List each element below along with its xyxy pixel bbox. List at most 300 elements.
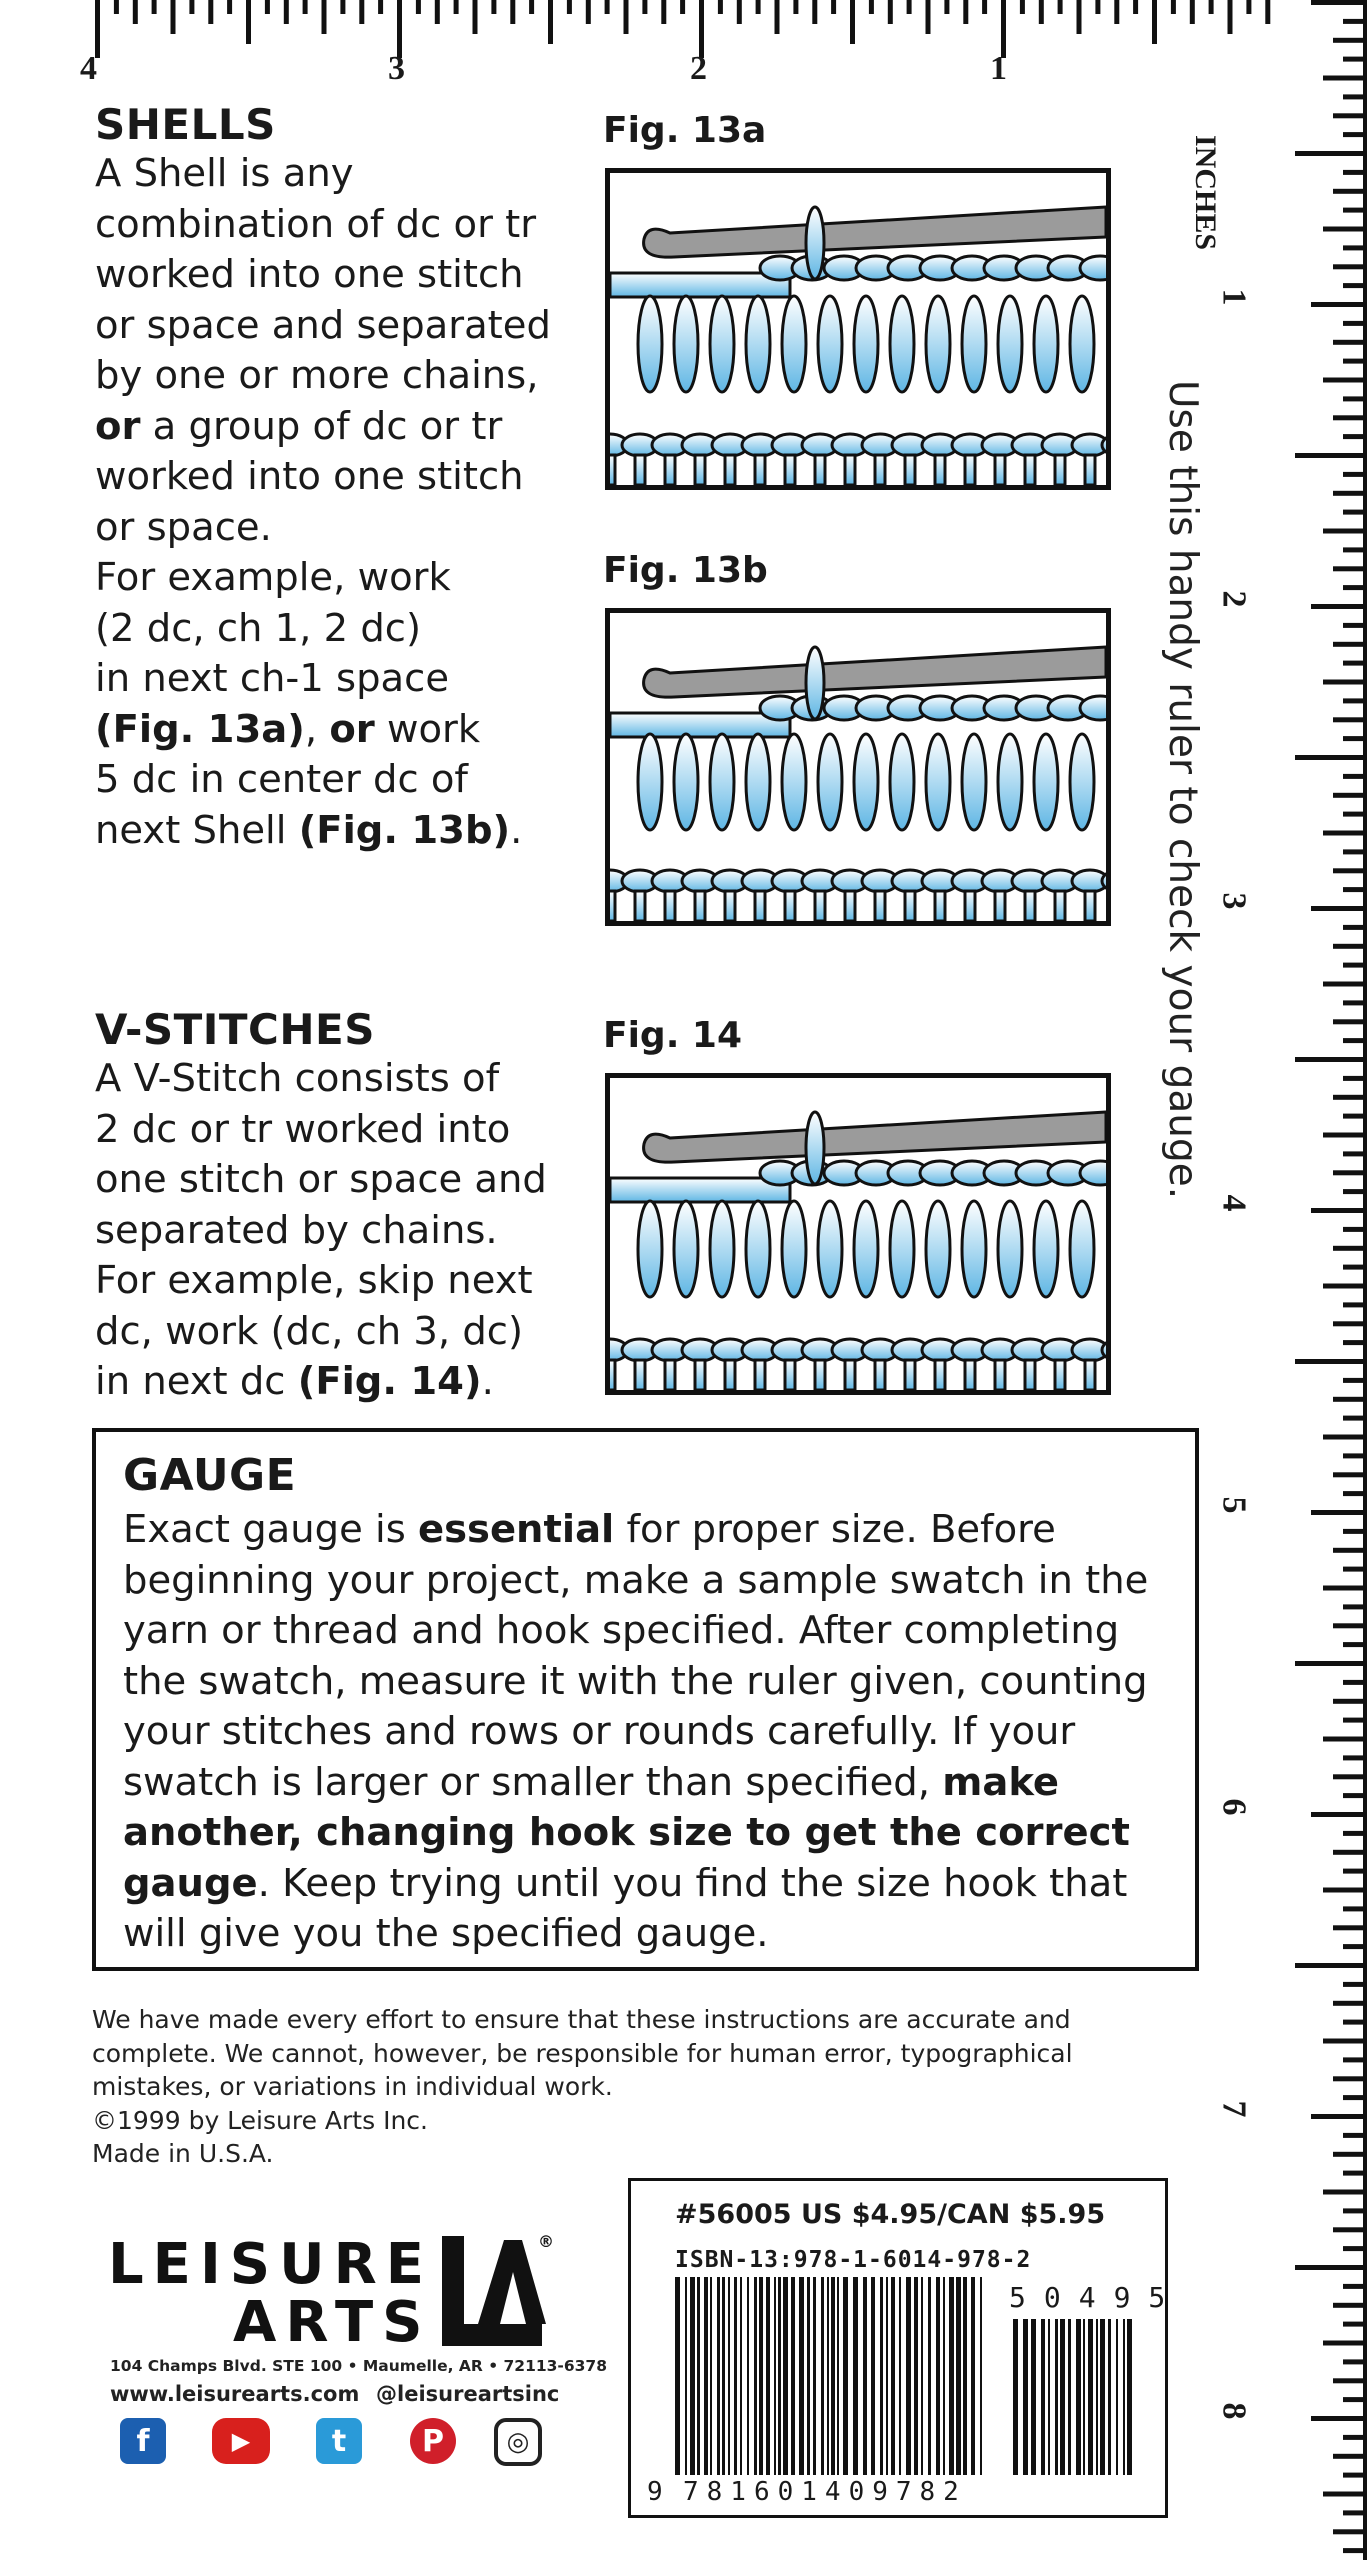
ruler-tick	[718, 0, 723, 14]
ruler-tick	[1323, 2039, 1367, 2044]
barcode-bar	[685, 2277, 687, 2475]
barcode-digit-prefix: 9	[647, 2477, 663, 2507]
ruler-tick	[1333, 2001, 1367, 2006]
vstitches-line: dc, work (dc, ch 3, dc)	[95, 1308, 523, 1354]
ruler-tick	[963, 0, 968, 24]
ruler-tick	[529, 0, 534, 14]
vstitches-line	[95, 1357, 605, 1408]
barcode-bar	[921, 2277, 923, 2475]
barcode-bar	[740, 2277, 742, 2475]
ruler-tick	[642, 0, 647, 14]
ruler-tick	[1190, 0, 1195, 24]
social-icons	[120, 2418, 550, 2478]
barcode-digits: 781601409782	[683, 2477, 967, 2507]
ruler-tick	[1323, 2341, 1367, 2346]
ruler-side-number-6: 6	[1215, 1798, 1253, 1816]
isbn-line: ISBN-13:978-1-6014-978-2	[675, 2247, 1032, 2273]
shells-text: .	[510, 807, 523, 853]
ruler-tick	[1114, 0, 1119, 24]
registered-mark: ®	[538, 2232, 554, 2251]
ruler-tick	[1133, 0, 1138, 14]
logo-address: 104 Champs Blvd. STE 100 • Maumelle, AR • 72113-6378	[110, 2357, 608, 2375]
gauge-emphasis: make	[942, 1759, 1059, 1805]
barcode-bar	[1096, 2319, 1098, 2475]
gauge-line: will give you the specified gauge.	[123, 1911, 769, 1956]
ruler-tick	[1095, 0, 1100, 14]
barcode-bar	[1060, 2319, 1065, 2475]
barcode-bar	[1116, 2319, 1118, 2475]
vstitches-text: .	[481, 1359, 494, 1404]
ruler-tick	[1323, 1737, 1367, 1742]
ruler-tick	[1333, 1548, 1367, 1553]
shells-line	[95, 806, 595, 857]
shells-line: worked into one stitch	[95, 252, 524, 297]
ruler-tick	[1333, 1699, 1367, 1704]
barcode-bar	[774, 2277, 776, 2475]
ruler-tick	[246, 0, 251, 44]
ruler-tick	[171, 0, 176, 34]
vstitches-text: in next dc	[95, 1359, 298, 1404]
ruler-tick	[359, 0, 364, 24]
shells-line: in next ch-1 space	[95, 656, 450, 701]
barcode-bar	[747, 2277, 749, 2475]
barcode-bar	[766, 2277, 770, 2475]
ruler-tick	[1323, 1586, 1367, 1591]
ruler-tick	[586, 0, 591, 24]
ruler-tick	[812, 0, 817, 24]
ruler-tick	[1295, 1359, 1367, 1364]
ruler-tick	[1333, 340, 1367, 345]
ruler-tick	[1295, 453, 1367, 458]
ruler-side-number-1: 1	[1215, 288, 1253, 306]
fig-14-illustration	[605, 1073, 1111, 1395]
shells-text: ,	[304, 706, 330, 752]
gauge-text: for proper size. Before	[614, 1507, 1056, 1552]
gauge-line: the swatch, measure it with the ruler given, counting	[123, 1658, 1148, 1704]
ruler-tick	[793, 0, 798, 14]
ruler-tick	[850, 0, 855, 44]
ruler-tick	[1323, 1284, 1367, 1289]
fig-13b-label: Fig. 13b	[603, 550, 768, 591]
gauge-line: your stitches and rows or rounds carefully. If your	[123, 1709, 1076, 1754]
crochet-shell-illustration	[610, 173, 1106, 485]
gauge-text: . Keep trying until you find the size hook that	[257, 1860, 1128, 1906]
barcode-bar	[1041, 2319, 1045, 2475]
barcode-bar	[728, 2277, 730, 2475]
leisure-arts-logo	[108, 2232, 578, 2355]
shells-line	[95, 705, 595, 756]
gauge-line: beginning your project, make a sample swatch in the	[123, 1557, 1149, 1603]
top-ruler	[0, 0, 1367, 80]
ruler-tick	[416, 0, 421, 14]
twitter-icon[interactable]: t	[316, 2418, 362, 2464]
barcode-bar	[843, 2277, 848, 2475]
barcode-bar	[956, 2277, 961, 2475]
shells-text: work	[374, 706, 481, 752]
addon-digits: 50495	[1009, 2281, 1184, 2314]
barcode-bar	[1013, 2319, 1018, 2475]
ruler-tick	[1311, 604, 1367, 609]
ruler-tick	[1311, 1510, 1367, 1515]
ruler-top-number-2: 2	[690, 50, 707, 87]
isbn-barcode	[673, 2277, 991, 2475]
ruler-tick	[944, 0, 949, 14]
made-in: Made in U.S.A.	[92, 2139, 274, 2168]
ruler-tick	[1333, 264, 1367, 269]
disclaimer-line: We have made every effort to ensure that these instructions are accurate and	[92, 2005, 1071, 2034]
logo-handle[interactable]: @leisureartsinc	[376, 2382, 560, 2406]
gauge-text: swatch is larger or smaller than specified,	[123, 1759, 943, 1805]
emphasis-or: or	[329, 706, 375, 752]
ruler-top-number-1: 1	[990, 50, 1007, 87]
barcode-bar	[914, 2277, 918, 2475]
barcode-bar	[1088, 2319, 1093, 2475]
barcode-bar	[807, 2277, 810, 2475]
barcode-bar	[1031, 2319, 1036, 2475]
barcode-bar	[791, 2277, 795, 2475]
ruler-side-number-3: 3	[1215, 892, 1253, 910]
barcode-bar	[928, 2277, 931, 2475]
barcode-bar	[971, 2277, 975, 2475]
barcode-bar	[722, 2277, 725, 2475]
ruler-side-number-2: 2	[1215, 590, 1253, 608]
fig-13a-illustration	[605, 168, 1111, 490]
ruler-tick	[1077, 0, 1082, 34]
ruler-tick	[1323, 2190, 1367, 2195]
ruler-tick	[1323, 831, 1367, 836]
ruler-tick	[567, 0, 572, 14]
ruler-tick	[1333, 1095, 1367, 1100]
shells-section	[95, 100, 595, 856]
ruler-tick	[1152, 0, 1157, 44]
shells-text: a group of dc or tr	[140, 403, 503, 449]
barcode-bar	[1023, 2319, 1028, 2475]
ruler-tick	[1333, 113, 1367, 118]
barcode-bar	[837, 2277, 839, 2475]
ruler-tick	[114, 0, 119, 14]
ruler-top-number-3: 3	[388, 50, 405, 87]
ruler-tick	[1323, 2492, 1367, 2497]
ruler-tick	[473, 0, 478, 34]
ruler-edge	[1363, 0, 1367, 2560]
barcode-bar	[863, 2277, 867, 2475]
barcode-bar	[1108, 2319, 1111, 2475]
gauge-box	[92, 1428, 1199, 1971]
gauge-emphasis: essential	[418, 1507, 615, 1552]
ruler-tick	[1311, 2416, 1367, 2421]
ruler-tick	[1323, 1435, 1367, 1440]
ruler-tick	[1323, 378, 1367, 383]
ruler-tick	[1333, 1170, 1367, 1175]
fig-13a-label: Fig. 13a	[603, 110, 767, 151]
ruler-tick	[1333, 1623, 1367, 1628]
vstitches-line: 2 dc or tr worked into	[95, 1106, 511, 1152]
ruler-tick	[265, 0, 270, 14]
crochet-v-stitch-illustration	[610, 1078, 1106, 1390]
barcode-bar	[734, 2277, 737, 2475]
barcode-bar	[880, 2277, 883, 2475]
ruler-tick	[982, 0, 987, 14]
fig-13b-illustration	[605, 608, 1111, 926]
vstitches-title: V-STITCHES	[95, 1005, 375, 1054]
ruler-tick	[1333, 642, 1367, 647]
shells-line: or space.	[95, 504, 272, 550]
gauge-emphasis: gauge	[123, 1860, 258, 1906]
ruler-tick	[1333, 1925, 1367, 1930]
ruler-tick	[1311, 906, 1367, 911]
ruler-tick	[189, 0, 194, 14]
ruler-tick	[1333, 2076, 1367, 2081]
barcode-bar	[1076, 2319, 1081, 2475]
facebook-icon[interactable]: f	[120, 2418, 166, 2464]
ruler-tick	[1333, 868, 1367, 873]
ruler-tick	[1209, 0, 1214, 14]
emphasis-or: or	[95, 403, 141, 449]
shells-title: SHELLS	[95, 100, 276, 149]
vstitches-body	[95, 1054, 605, 1408]
disclaimer-line: complete. We cannot, however, be responsible for human error, typographical	[92, 2038, 1073, 2068]
ruler-tick	[1323, 76, 1367, 81]
ruler-tick	[831, 0, 836, 14]
youtube-icon[interactable]: ▶	[212, 2418, 270, 2464]
ruler-tick	[1295, 1661, 1367, 1666]
ruler-tick	[284, 0, 289, 24]
ruler-side-number-7: 7	[1215, 2100, 1253, 2118]
barcode-bar	[710, 2277, 712, 2475]
vstitches-line: A V-Stitch consists of	[95, 1056, 500, 1101]
shells-text: next Shell	[95, 807, 299, 853]
logo-website[interactable]: www.leisurearts.com	[110, 2382, 360, 2406]
ruler-tick	[1295, 1057, 1367, 1062]
ruler-tick	[775, 0, 780, 34]
ruler-tick	[1323, 982, 1367, 987]
ruler-tick	[378, 0, 383, 14]
ruler-tick	[1333, 1019, 1367, 1024]
ruler-tick	[1323, 680, 1367, 685]
barcode-bar	[936, 2277, 940, 2475]
gauge-emphasis: another, changing hook size to get the correct	[123, 1810, 1130, 1855]
ruler-tick	[454, 0, 459, 14]
logo-word-arts: ARTS	[233, 2290, 432, 2355]
vstitches-line: separated by chains.	[95, 1207, 498, 1253]
ruler-side-number-5: 5	[1215, 1496, 1253, 1514]
ruler-tick	[1333, 1472, 1367, 1477]
barcode-bar	[778, 2277, 781, 2475]
ruler-tick	[1333, 1850, 1367, 1855]
barcode-bar	[980, 2277, 982, 2475]
ruler-tick	[227, 0, 232, 14]
gauge-line	[123, 1505, 1183, 1556]
shells-line: (2 dc, ch 1, 2 dc)	[95, 605, 421, 651]
copyright: ©1999 by Leisure Arts Inc.	[92, 2105, 428, 2135]
ruler-tick	[624, 0, 629, 34]
ruler-tick	[1246, 0, 1251, 14]
barcode-bar	[906, 2277, 911, 2475]
price-addon-barcode	[1011, 2319, 1141, 2475]
barcode-bar	[697, 2277, 700, 2475]
ruler-tick	[1323, 1133, 1367, 1138]
ruler-tick	[1333, 415, 1367, 420]
ruler-tick	[491, 0, 496, 14]
ruler-tick	[1295, 2265, 1367, 2270]
ruler-tick	[303, 0, 308, 14]
ruler-tick	[907, 0, 912, 14]
ruler-side-number-4: 4	[1215, 1194, 1253, 1212]
fig-13a-reference: (Fig. 13a)	[95, 706, 305, 752]
barcode-bar	[891, 2277, 895, 2475]
gauge-title: GAUGE	[123, 1450, 297, 1501]
gauge-content	[123, 1450, 1183, 1960]
gauge-text: Exact gauge is	[123, 1507, 418, 1552]
fig-14-label: Fig. 14	[603, 1015, 743, 1056]
barcode-bar	[754, 2277, 757, 2475]
ruler-tick	[1333, 491, 1367, 496]
ruler-tick	[1333, 2529, 1367, 2534]
disclaimer-line: mistakes, or variations in individual work.	[92, 2072, 613, 2101]
barcode-bar	[949, 2277, 954, 2475]
ruler-tick	[1333, 566, 1367, 571]
barcode-bar	[690, 2277, 695, 2475]
ruler-tick	[1311, 2114, 1367, 2119]
barcode-bar	[759, 2277, 763, 2475]
ruler-tick	[1333, 2378, 1367, 2383]
ruler-tick	[1020, 0, 1025, 14]
barcode-bar	[799, 2277, 804, 2475]
ruler-tick	[1333, 2454, 1367, 2459]
ruler-tick	[1333, 2152, 1367, 2157]
barcode-bar	[1048, 2319, 1050, 2475]
ruler-top-number-4: 4	[80, 50, 97, 87]
ruler-tick	[322, 0, 327, 34]
ruler-tick	[661, 0, 666, 24]
barcode-box	[628, 2178, 1184, 2518]
ruler-tick	[133, 0, 138, 24]
shells-line: by one or more chains,	[95, 353, 539, 398]
barcode-bar	[717, 2277, 720, 2475]
ruler-tick	[756, 0, 761, 14]
ruler-tick	[605, 0, 610, 14]
barcode-bar	[675, 2277, 680, 2475]
pinterest-icon[interactable]: P	[410, 2418, 456, 2464]
ruler-tick	[340, 0, 345, 14]
ruler-tick	[510, 0, 515, 24]
barcode-bar	[1127, 2319, 1132, 2475]
barcode-bar	[853, 2277, 858, 2475]
ruler-tick	[1333, 1321, 1367, 1326]
vstitches-line: For example, skip next	[95, 1258, 533, 1303]
ruler-tick	[548, 0, 553, 44]
ruler-tick	[1323, 227, 1367, 232]
gauge-body	[123, 1505, 1183, 1960]
barcode-bar	[827, 2277, 829, 2475]
vstitches-line: one stitch or space and	[95, 1157, 547, 1202]
ruler-tick	[1311, 1208, 1367, 1213]
ruler-tick	[1295, 755, 1367, 760]
barcode-bar	[899, 2277, 901, 2475]
ruler-tick	[1333, 189, 1367, 194]
barcode-bar	[704, 2277, 708, 2475]
shells-line: worked into one stitch	[95, 454, 524, 499]
shells-line: or space and separated	[95, 302, 551, 348]
vstitches-section	[95, 1005, 605, 1408]
barcode-bar	[1083, 2319, 1085, 2475]
barcode-bar	[821, 2277, 824, 2475]
barcode-bar	[943, 2277, 945, 2475]
ruler-tick	[1333, 1397, 1367, 1402]
barcode-bar	[1123, 2319, 1125, 2475]
gauge-line	[123, 1808, 1183, 1859]
shells-body	[95, 149, 595, 856]
barcode-bar	[886, 2277, 888, 2475]
ruler-tick	[1171, 0, 1176, 14]
shells-line: A Shell is any	[95, 151, 354, 196]
gauge-line: yarn or thread and hook specified. After completing	[123, 1608, 1120, 1653]
ruler-tick	[208, 0, 213, 24]
crochet-shell-illustration	[610, 613, 1106, 921]
logo-word-leisure: LEISURE	[108, 2232, 433, 2297]
ruler-tick	[888, 0, 893, 24]
side-ruler	[1270, 0, 1367, 2560]
barcode-bar	[813, 2277, 816, 2475]
ruler-tick	[1333, 717, 1367, 722]
ruler-tick	[1311, 1812, 1367, 1817]
ruler-tick	[1333, 944, 1367, 949]
shells-line: 5 dc in center dc of	[95, 757, 468, 802]
disclaimer	[92, 2003, 1202, 2171]
price-line: #56005 US $4.95/CAN $5.95	[675, 2199, 1106, 2230]
barcode-bar	[1100, 2319, 1105, 2475]
ruler-tick	[1333, 38, 1367, 43]
shells-line	[95, 402, 595, 453]
ruler-tick	[1333, 793, 1367, 798]
ruler-tick	[1333, 1774, 1367, 1779]
ruler-tick	[1333, 1246, 1367, 1251]
la-mark-icon	[438, 2232, 554, 2350]
ruler-tick	[1311, 302, 1367, 307]
ruler-tick	[1228, 0, 1233, 34]
barcode-bar	[1068, 2319, 1071, 2475]
ruler-tick	[435, 0, 440, 24]
ruler-tick	[680, 0, 685, 14]
barcode-bar	[831, 2277, 835, 2475]
ruler-tick	[1295, 151, 1367, 156]
fig-13b-reference: (Fig. 13b)	[298, 807, 511, 853]
ruler-tick	[1333, 2227, 1367, 2232]
ruler-tick	[1323, 1888, 1367, 1893]
barcode-bar	[783, 2277, 788, 2475]
ruler-tick	[1058, 0, 1063, 14]
ruler-tick	[1039, 0, 1044, 24]
ruler-side-number-8: 8	[1215, 2402, 1253, 2420]
ruler-instruction: Use this handy ruler to check your gauge.	[1160, 380, 1205, 1200]
barcode-bar	[963, 2277, 967, 2475]
ruler-tick	[869, 0, 874, 14]
barcode-bar	[1055, 2319, 1058, 2475]
ruler-tick	[1295, 1963, 1367, 1968]
ruler-tick	[1311, 0, 1367, 5]
ruler-tick	[1333, 2303, 1367, 2308]
gauge-line	[123, 1859, 1183, 1910]
gauge-line	[123, 1758, 1183, 1809]
ruler-tick	[737, 0, 742, 24]
shells-line: combination of dc or tr	[95, 201, 537, 247]
fig-14-reference: (Fig. 14)	[297, 1359, 482, 1404]
ruler-tick	[926, 0, 931, 34]
ruler-tick	[152, 0, 157, 14]
ruler-inches-label: INCHES	[1189, 135, 1222, 251]
instagram-icon[interactable]: ◎	[494, 2418, 542, 2466]
ruler-tick	[1323, 529, 1367, 534]
